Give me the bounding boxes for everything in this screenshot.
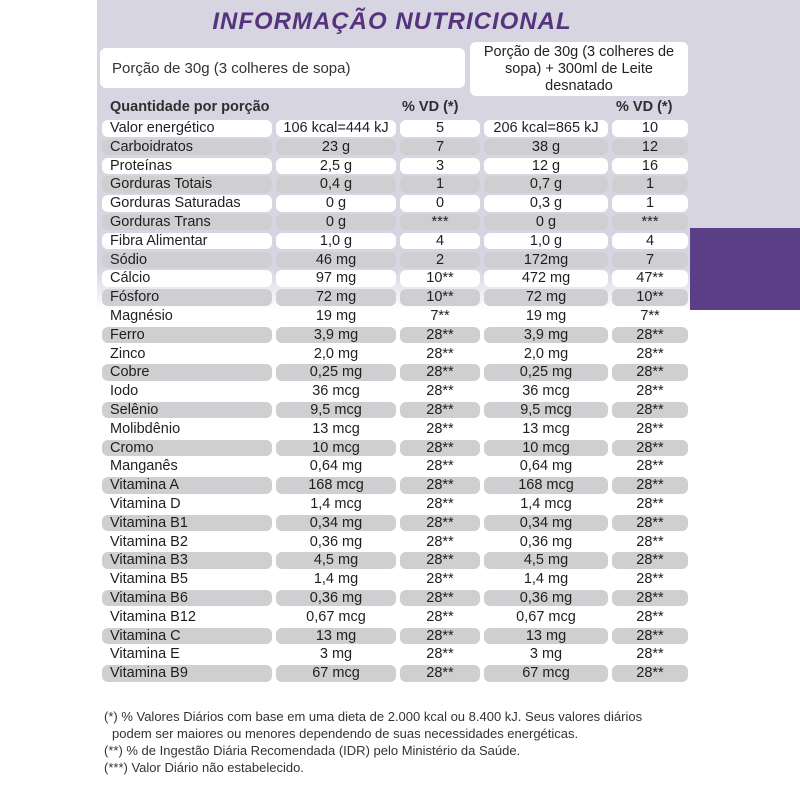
nutrient-name: Vitamina B3 (102, 552, 272, 569)
amount-with-milk: 19 mg (484, 308, 608, 325)
amount-dry: 13 mcg (276, 421, 396, 438)
vd-with-milk: 1 (612, 176, 688, 193)
vd-with-milk: 28** (612, 477, 688, 494)
footnote-not-established: (***) Valor Diário não estabelecido. (104, 760, 304, 775)
amount-dry: 168 mcg (276, 477, 396, 494)
vd-with-milk: 1 (612, 195, 688, 212)
vd-dry: 28** (400, 609, 480, 626)
nutrient-name: Vitamina D (102, 496, 272, 513)
amount-dry: 3 mg (276, 646, 396, 663)
vd-dry: 2 (400, 252, 480, 269)
amount-dry: 0,67 mcg (276, 609, 396, 626)
vd-dry: 28** (400, 515, 480, 532)
nutrient-name: Molibdênio (102, 421, 272, 438)
table-row (100, 382, 690, 401)
nutrient-name: Valor energético (102, 120, 272, 137)
nutrient-name: Gorduras Totais (102, 176, 272, 193)
amount-with-milk: 4,5 mg (484, 552, 608, 569)
amount-with-milk: 0,67 mcg (484, 609, 608, 626)
amount-dry: 46 mg (276, 252, 396, 269)
nutrient-name: Vitamina B2 (102, 534, 272, 551)
table-row (100, 175, 690, 194)
vd-dry: 28** (400, 496, 480, 513)
vd-with-milk: 28** (612, 440, 688, 457)
table-row (100, 363, 690, 382)
amount-with-milk: 38 g (484, 139, 608, 156)
vd-with-milk: 47** (612, 270, 688, 287)
amount-dry: 4,5 mg (276, 552, 396, 569)
vd-dry: 7 (400, 139, 480, 156)
vd-dry: 28** (400, 327, 480, 344)
vd-dry: 0 (400, 195, 480, 212)
vd-with-milk: *** (612, 214, 688, 231)
nutrient-name: Vitamina C (102, 628, 272, 645)
amount-dry: 0,36 mg (276, 534, 396, 551)
vd-dry: 28** (400, 402, 480, 419)
vd-dry: 28** (400, 628, 480, 645)
amount-with-milk: 172mg (484, 252, 608, 269)
table-row (100, 608, 690, 627)
nutrient-name: Cromo (102, 440, 272, 457)
vd-with-milk: 28** (612, 609, 688, 626)
nutrient-name: Carboidratos (102, 139, 272, 156)
amount-with-milk: 9,5 mcg (484, 402, 608, 419)
amount-with-milk: 72 mg (484, 289, 608, 306)
table-row (100, 401, 690, 420)
nutrient-name: Vitamina A (102, 477, 272, 494)
nutrient-name: Iodo (102, 383, 272, 400)
footnote-vd-continued: podem ser maiores ou menores dependendo de suas necessidades energéticas. (112, 726, 579, 741)
table-row (100, 251, 690, 270)
amount-with-milk: 1,0 g (484, 233, 608, 250)
amount-with-milk: 0,36 mg (484, 590, 608, 607)
vd-dry: 28** (400, 458, 480, 475)
amount-dry: 0 g (276, 195, 396, 212)
vd-dry: 1 (400, 176, 480, 193)
vd-dry: *** (400, 214, 480, 231)
amount-with-milk: 0,25 mg (484, 364, 608, 381)
vd-dry: 28** (400, 552, 480, 569)
vd-dry: 28** (400, 440, 480, 457)
amount-with-milk: 36 mcg (484, 383, 608, 400)
amount-dry: 36 mcg (276, 383, 396, 400)
nutrient-name: Cálcio (102, 270, 272, 287)
nutrient-name: Zinco (102, 346, 272, 363)
table-row (100, 269, 690, 288)
nutrient-name: Ferro (102, 327, 272, 344)
amount-dry: 72 mg (276, 289, 396, 306)
table-row (100, 157, 690, 176)
table-row (100, 345, 690, 364)
portion-label-dry: Porção de 30g (3 colheres de sopa) (100, 48, 465, 88)
table-row (100, 232, 690, 251)
vd-with-milk: 28** (612, 402, 688, 419)
amount-dry: 23 g (276, 139, 396, 156)
table-row (100, 589, 690, 608)
vd-with-milk: 28** (612, 590, 688, 607)
vd-dry: 10** (400, 270, 480, 287)
nutrient-name: Vitamina B9 (102, 665, 272, 682)
table-row (100, 570, 690, 589)
footnote-idr: (**) % de Ingestão Diária Recomendada (IDR) pelo Ministério da Saúde. (104, 743, 521, 758)
vd-with-milk: 28** (612, 515, 688, 532)
vd-dry: 28** (400, 346, 480, 363)
nutrient-name: Cobre (102, 364, 272, 381)
vd-with-milk: 28** (612, 496, 688, 513)
nutrient-name: Vitamina B1 (102, 515, 272, 532)
nutrient-name: Vitamina B5 (102, 571, 272, 588)
vd-with-milk: 28** (612, 646, 688, 663)
vd-dry: 28** (400, 571, 480, 588)
vd-dry: 28** (400, 590, 480, 607)
page-title: INFORMAÇÃO NUTRICIONAL (212, 8, 572, 35)
purple-accent-tab (690, 228, 800, 310)
amount-dry: 13 mg (276, 628, 396, 645)
amount-with-milk: 3 mg (484, 646, 608, 663)
amount-with-milk: 13 mg (484, 628, 608, 645)
amount-dry: 1,4 mg (276, 571, 396, 588)
table-row (100, 514, 690, 533)
vd-dry: 7** (400, 308, 480, 325)
amount-dry: 0,4 g (276, 176, 396, 193)
amount-dry: 10 mcg (276, 440, 396, 457)
amount-with-milk: 0,3 g (484, 195, 608, 212)
amount-with-milk: 0,36 mg (484, 534, 608, 551)
vd-with-milk: 28** (612, 552, 688, 569)
table-row (100, 307, 690, 326)
table-row (100, 326, 690, 345)
amount-dry: 97 mg (276, 270, 396, 287)
vd-dry: 5 (400, 120, 480, 137)
amount-with-milk: 67 mcg (484, 665, 608, 682)
amount-with-milk: 0,34 mg (484, 515, 608, 532)
vd-with-milk: 28** (612, 571, 688, 588)
nutrient-name: Manganês (102, 458, 272, 475)
vd-with-milk: 16 (612, 158, 688, 175)
portion-label-with-milk: Porção de 30g (3 colheres de sopa) + 300ml de Leite desnatado (470, 42, 688, 96)
table-row (100, 119, 690, 138)
amount-dry: 0,36 mg (276, 590, 396, 607)
header-vd-dry: % VD (*) (402, 99, 459, 115)
footnote-vd: (*) % Valores Diários com base em uma dieta de 2.000 kcal ou 8.400 kJ. Seus valores diários (104, 709, 643, 724)
nutrient-name: Magnésio (102, 308, 272, 325)
table-row (100, 533, 690, 552)
vd-with-milk: 28** (612, 628, 688, 645)
amount-dry: 106 kcal=444 kJ (276, 120, 396, 137)
table-row (100, 138, 690, 157)
amount-with-milk: 472 mg (484, 270, 608, 287)
vd-with-milk: 28** (612, 458, 688, 475)
vd-with-milk: 7** (612, 308, 688, 325)
nutrient-name: Selênio (102, 402, 272, 419)
table-row (100, 457, 690, 476)
nutrient-name: Vitamina B6 (102, 590, 272, 607)
amount-dry: 1,0 g (276, 233, 396, 250)
vd-with-milk: 28** (612, 364, 688, 381)
amount-dry: 67 mcg (276, 665, 396, 682)
vd-dry: 28** (400, 477, 480, 494)
nutrient-name: Fósforo (102, 289, 272, 306)
footnotes (104, 708, 694, 776)
amount-dry: 0,25 mg (276, 364, 396, 381)
amount-dry: 1,4 mcg (276, 496, 396, 513)
nutrient-name: Vitamina B12 (102, 609, 272, 626)
amount-dry: 19 mg (276, 308, 396, 325)
nutrient-name: Sódio (102, 252, 272, 269)
table-row (100, 476, 690, 495)
amount-with-milk: 1,4 mcg (484, 496, 608, 513)
amount-with-milk: 10 mcg (484, 440, 608, 457)
amount-with-milk: 206 kcal=865 kJ (484, 120, 608, 137)
nutrient-name: Vitamina E (102, 646, 272, 663)
amount-dry: 3,9 mg (276, 327, 396, 344)
table-row (100, 627, 690, 646)
amount-dry: 0 g (276, 214, 396, 231)
vd-with-milk: 12 (612, 139, 688, 156)
header-quantity: Quantidade por porção (110, 99, 270, 115)
amount-with-milk: 0,7 g (484, 176, 608, 193)
vd-dry: 10** (400, 289, 480, 306)
vd-with-milk: 10 (612, 120, 688, 137)
nutrient-name: Fibra Alimentar (102, 233, 272, 250)
vd-dry: 28** (400, 534, 480, 551)
amount-dry: 0,34 mg (276, 515, 396, 532)
vd-with-milk: 28** (612, 421, 688, 438)
vd-with-milk: 28** (612, 665, 688, 682)
vd-dry: 28** (400, 383, 480, 400)
header-vd-milk: % VD (*) (616, 99, 673, 115)
amount-dry: 9,5 mcg (276, 402, 396, 419)
vd-dry: 28** (400, 665, 480, 682)
vd-with-milk: 10** (612, 289, 688, 306)
vd-with-milk: 7 (612, 252, 688, 269)
vd-dry: 28** (400, 421, 480, 438)
amount-dry: 2,5 g (276, 158, 396, 175)
table-row (100, 645, 690, 664)
amount-with-milk: 1,4 mg (484, 571, 608, 588)
vd-dry: 28** (400, 646, 480, 663)
amount-with-milk: 12 g (484, 158, 608, 175)
vd-with-milk: 4 (612, 233, 688, 250)
vd-dry: 28** (400, 364, 480, 381)
amount-dry: 0,64 mg (276, 458, 396, 475)
table-row (100, 288, 690, 307)
vd-with-milk: 28** (612, 383, 688, 400)
amount-with-milk: 0 g (484, 214, 608, 231)
table-row (100, 420, 690, 439)
table-header (100, 98, 690, 117)
vd-with-milk: 28** (612, 346, 688, 363)
table-row (100, 213, 690, 232)
table-row (100, 439, 690, 458)
amount-with-milk: 0,64 mg (484, 458, 608, 475)
table-row (100, 664, 690, 683)
nutrient-name: Gorduras Saturadas (102, 195, 272, 212)
nutrient-name: Gorduras Trans (102, 214, 272, 231)
amount-with-milk: 168 mcg (484, 477, 608, 494)
vd-dry: 4 (400, 233, 480, 250)
nutrient-name: Proteínas (102, 158, 272, 175)
table-row (100, 194, 690, 213)
table-row (100, 551, 690, 570)
table-row (100, 495, 690, 514)
nutrition-table (100, 119, 690, 683)
amount-with-milk: 3,9 mg (484, 327, 608, 344)
amount-with-milk: 13 mcg (484, 421, 608, 438)
vd-dry: 3 (400, 158, 480, 175)
vd-with-milk: 28** (612, 327, 688, 344)
amount-dry: 2,0 mg (276, 346, 396, 363)
amount-with-milk: 2,0 mg (484, 346, 608, 363)
vd-with-milk: 28** (612, 534, 688, 551)
